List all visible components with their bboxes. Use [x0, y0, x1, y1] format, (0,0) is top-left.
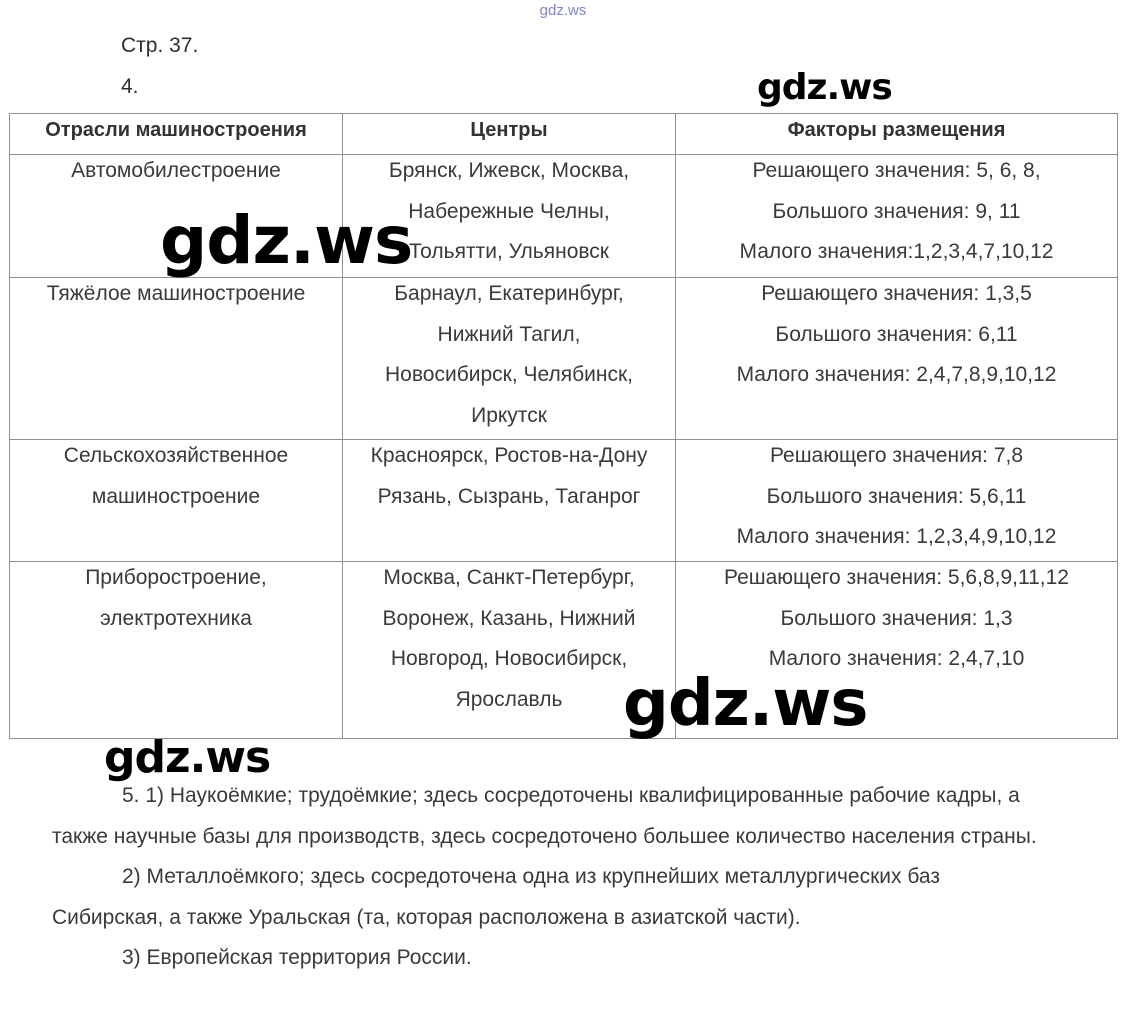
- cell-line: Иркутск: [471, 403, 547, 427]
- answers-block: [52, 776, 1052, 979]
- table-header-row: [10, 114, 1118, 155]
- answer-5-2: 2) Металлоёмкого; здесь сосредоточена одна из крупнейших металлургических баз Сибирская, а также Уральская (та, которая расположена в азиатской части).: [52, 865, 940, 929]
- cell-line: Тольятти, Ульяновск: [409, 240, 609, 263]
- cell-line: Решающего значения: 5, 6, 8,: [752, 159, 1041, 182]
- cell-line: Большого значения: 6,11: [775, 322, 1018, 346]
- watermark-logo: gdz.ws: [104, 732, 271, 783]
- cell-line: Приборостроение,: [85, 566, 267, 589]
- watermark-logo: gdz.ws: [160, 202, 413, 279]
- factors-cell: [676, 440, 1118, 562]
- table-row: [10, 440, 1118, 562]
- branch-cell: [10, 278, 343, 440]
- cell-line: Большого значения: 1,3: [780, 606, 1013, 630]
- cell-line: Малого значения: 2,4,7,10: [768, 647, 1025, 670]
- cell-line: Барнаул, Екатеринбург,: [394, 282, 624, 305]
- centers-cell: [343, 278, 676, 440]
- cell-line: Большого значения: 5,6,11: [766, 484, 1027, 508]
- cell-line: Красноярск, Ростов-на-Дону: [370, 444, 648, 467]
- cell-line: Сельскохозяйственное: [63, 444, 289, 467]
- centers-cell: [343, 440, 676, 562]
- table-row: [10, 562, 1118, 739]
- cell-line: Решающего значения: 1,3,5: [761, 282, 1032, 305]
- answer-5-3: 3) Европейская территория России.: [122, 946, 472, 969]
- cell-line: Решающего значения: 5,6,8,9,11,12: [724, 566, 1069, 589]
- cell-line: Брянск, Ижевск, Москва,: [388, 159, 630, 182]
- cell-line: Автомобилестроение: [71, 159, 281, 182]
- cell-line: Москва, Санкт-Петербург,: [383, 566, 635, 589]
- cell-line: Малого значения:1,2,3,4,7,10,12: [739, 240, 1054, 263]
- factors-cell: [676, 155, 1118, 278]
- branch-cell: [10, 562, 343, 739]
- header-factors: Факторы размещения: [676, 114, 1118, 155]
- cell-line: Воронеж, Казань, Нижний: [382, 606, 636, 630]
- branch-cell: [10, 440, 343, 562]
- factors-cell: [676, 278, 1118, 440]
- cell-line: электротехника: [100, 606, 252, 630]
- header-centers: Центры: [343, 114, 676, 155]
- cell-line: Набережные Челны,: [408, 199, 610, 223]
- cell-line: Решающего значения: 7,8: [769, 444, 1024, 467]
- cell-line: Новгород, Новосибирск,: [390, 647, 628, 670]
- cell-line: Рязань, Сызрань, Таганрог: [377, 484, 641, 508]
- cell-line: Малого значения: 2,4,7,8,9,10,12: [736, 363, 1057, 386]
- watermark-logo: gdz.ws: [623, 667, 868, 741]
- task-4-label: 4.: [121, 75, 139, 98]
- watermark-top-small: gdz.ws: [539, 2, 587, 19]
- watermark-logo: gdz.ws: [757, 67, 892, 108]
- cell-line: Нижний Тагил,: [437, 322, 581, 346]
- cell-line: Ярославль: [455, 687, 563, 711]
- header-branch: Отрасли машиностроения: [10, 114, 343, 155]
- cell-line: Новосибирск, Челябинск,: [385, 363, 633, 386]
- answer-5-1: 5. 1) Наукоёмкие; трудоёмкие; здесь сосредоточены квалифицированные рабочие кадры, а также научные базы для производств, здесь сосредоточено большее количество населения страны.: [52, 784, 1037, 848]
- page-reference: Стр. 37.: [121, 34, 199, 57]
- cell-line: Малого значения: 1,2,3,4,9,10,12: [736, 525, 1057, 548]
- cell-line: Большого значения: 9, 11: [772, 199, 1021, 223]
- cell-line: машиностроение: [91, 484, 261, 508]
- cell-line: Тяжёлое машиностроение: [46, 282, 306, 305]
- table-row: [10, 278, 1118, 440]
